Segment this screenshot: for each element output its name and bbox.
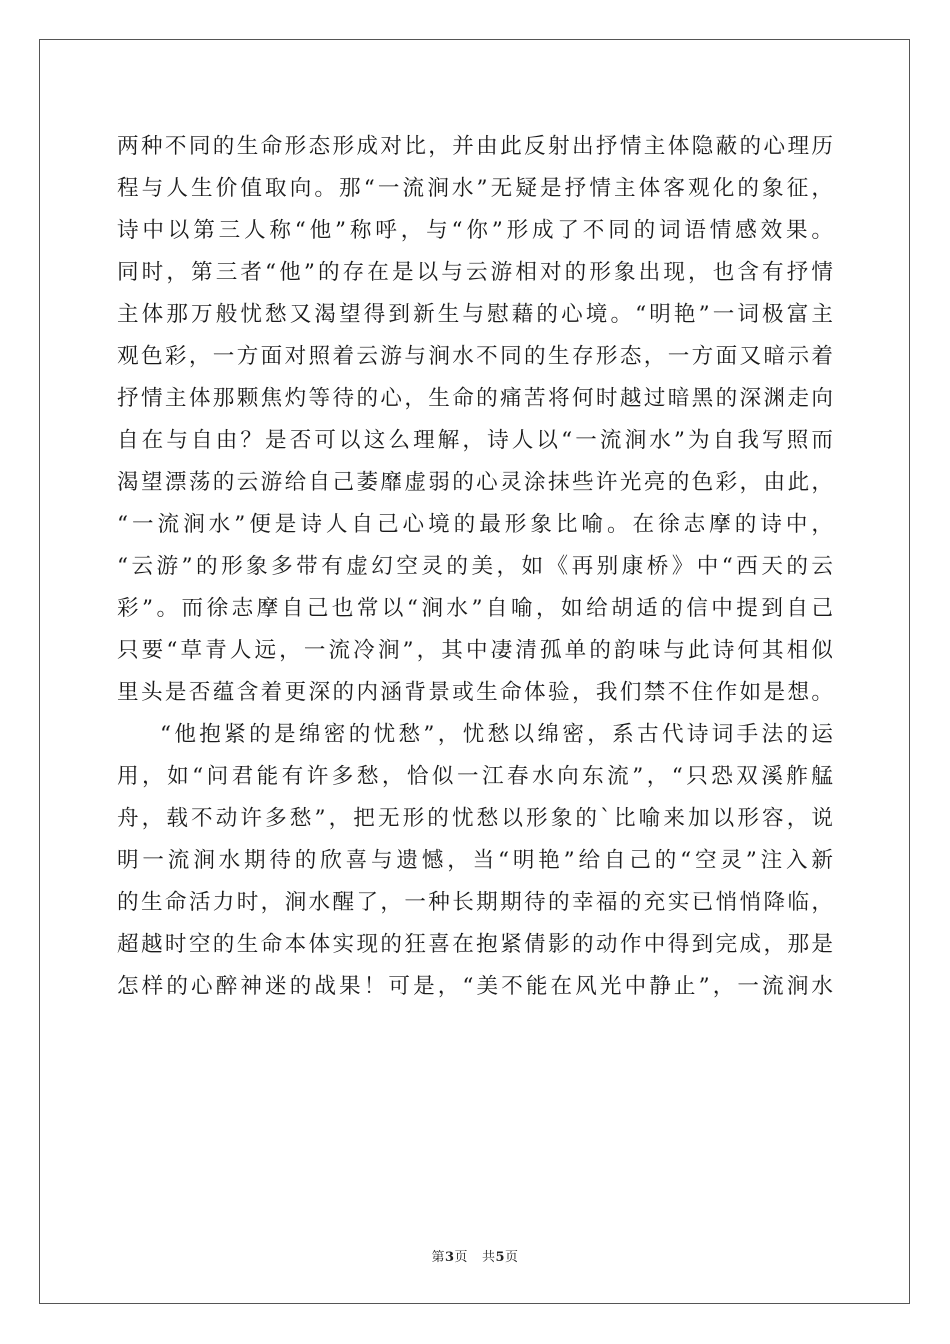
- footer-total-prefix: 共: [481, 1250, 496, 1265]
- text-line: 抒情主体那颗焦灼等待的心，生命的痛苦将何时越过暗黑的深渊走向: [117, 386, 833, 411]
- text-line: 里头是否蕴含着更深的内涵背景或生命体验，我们禁不住作如是想。: [117, 680, 833, 705]
- text-line: 怎样的心醉神迷的战果！可是，“美不能在风光中静止”，一流涧水: [117, 974, 833, 999]
- text-line: 舟，载不动许多愁”，把无形的忧愁以形象的`比喻来加以形容，说: [117, 806, 833, 831]
- page-footer: [0, 1246, 950, 1265]
- footer-prefix: 第: [431, 1250, 445, 1265]
- total-page-count: 5: [495, 1250, 506, 1265]
- text-line: 观色彩，一方面对照着云游与涧水不同的生存形态，一方面又暗示着: [117, 344, 833, 369]
- text-line: “云游”的形象多带有虚幻空灵的美，如《再别康桥》中“西天的云: [117, 554, 833, 579]
- text-line: 用，如“问君能有许多愁，恰似一江春水向东流”，“只恐双溪舴艋: [117, 764, 833, 789]
- text-line: 同时，第三者“他”的存在是以与云游相对的形象出现，也含有抒情: [117, 260, 833, 285]
- text-line: 诗中以第三人称“他”称呼，与“你”形成了不同的词语情感效果。: [117, 218, 833, 243]
- text-line: 程与人生价值取向。那“一流涧水”无疑是抒情主体客观化的象征，: [117, 176, 833, 201]
- footer-page-suffix: 页: [454, 1250, 469, 1265]
- paragraph-start-line: “他抱紧的是绵密的忧愁”，忧愁以绵密，系古代诗词手法的运: [160, 722, 833, 747]
- text-line: 主体那万般忧愁又渴望得到新生与慰藉的心境。“明艳”一词极富主: [117, 302, 833, 327]
- footer-total-suffix: 页: [505, 1250, 519, 1265]
- text-line: 的生命活力时，涧水醒了，一种长期期待的幸福的充实已悄悄降临，: [117, 890, 833, 915]
- current-page-number: 3: [444, 1250, 455, 1265]
- body-text: [117, 126, 833, 1008]
- text-line: 只要“草青人远，一流冷涧”，其中凄清孤单的韵味与此诗何其相似: [117, 638, 833, 663]
- text-line: 超越时空的生命本体实现的狂喜在抱紧倩影的动作中得到完成，那是: [117, 932, 833, 957]
- text-line: 彩”。而徐志摩自己也常以“涧水”自喻，如给胡适的信中提到自己: [117, 596, 833, 621]
- text-line: “一流涧水”便是诗人自己心境的最形象比喻。在徐志摩的诗中，: [117, 512, 833, 537]
- text-line: 明一流涧水期待的欣喜与遗憾，当“明艳”给自己的“空灵”注入新: [117, 848, 833, 873]
- text-line: 自在与自由？是否可以这么理解，诗人以“一流涧水”为自我写照而: [117, 428, 833, 453]
- text-line: 两种不同的生命形态形成对比，并由此反射出抒情主体隐蔽的心理历: [117, 134, 833, 159]
- text-line: 渴望漂荡的云游给自己萎靡虚弱的心灵涂抹些许光亮的色彩，由此，: [117, 470, 833, 495]
